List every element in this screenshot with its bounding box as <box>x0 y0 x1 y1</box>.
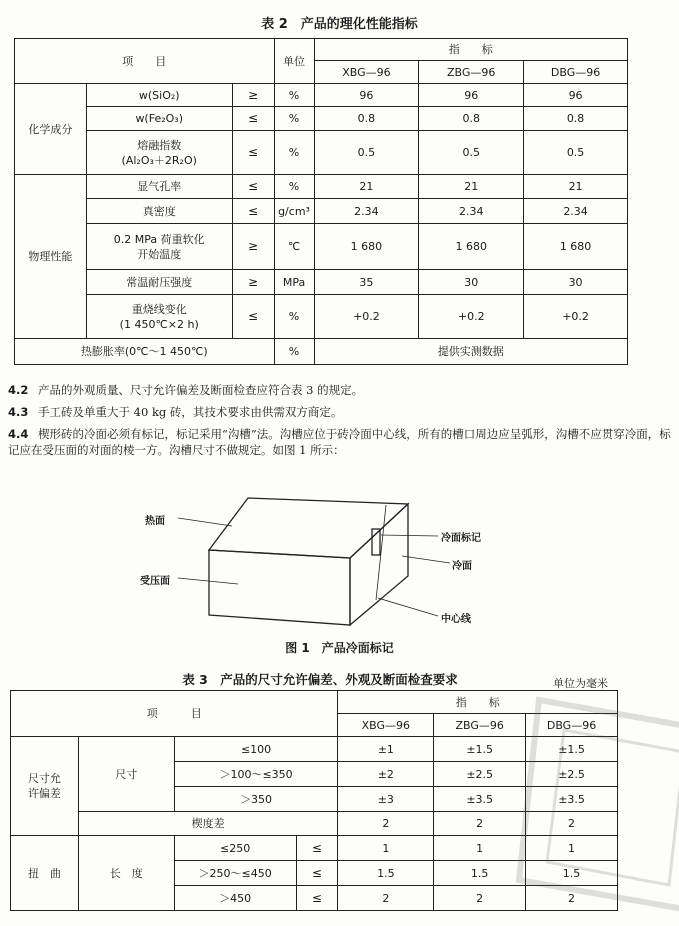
t2-cell: 21 <box>314 175 419 199</box>
table2 <box>14 38 628 365</box>
t2-row-sym: ≤ <box>232 199 274 224</box>
t2-row-unit: % <box>274 295 314 339</box>
t2-cell: 30 <box>524 270 628 295</box>
t2-expansion-value: 提供实测数据 <box>314 339 627 365</box>
table-row <box>15 175 628 199</box>
t3-sub-size: 尺寸 <box>78 737 174 812</box>
t2-cell: 35 <box>314 270 419 295</box>
groove-mark <box>372 529 380 555</box>
t3-cell: 2 <box>434 812 526 836</box>
brick-front-face <box>209 550 350 625</box>
paragraph-text: 产品的外观质量、尺寸允许偏差及断面检查应符合表 3 的规定。 <box>38 383 364 397</box>
t3-range: ＞100～≤350 <box>174 762 338 787</box>
t2-head-unit: 单位 <box>274 39 314 84</box>
paragraph-text: 楔形砖的冷面必须有标记，标记采用“沟槽”法。沟槽应位于砖冷面中心线，所有的槽口周边应呈弧形，沟槽不应贯穿冷面，标记应在受压面的对面的棱一方。沟槽尺寸不做规定。如图 1 所示： <box>8 427 671 457</box>
t2-row-sym: ≥ <box>232 84 274 107</box>
t3-col-zbg: ZBG—96 <box>434 714 526 737</box>
table-row <box>15 224 628 270</box>
t2-row-name: 真密度 <box>86 199 232 224</box>
t3-head-index: 指 标 <box>338 691 618 714</box>
t2-group-chem: 化学成分 <box>15 84 87 175</box>
t2-row-name-line2: 开始温度 <box>137 247 182 261</box>
t2-expansion-unit: % <box>274 339 314 365</box>
t2-row-name-line1: 熔融指数 <box>137 138 182 152</box>
t2-row-sym: ≤ <box>232 131 274 175</box>
t2-cell: 21 <box>524 175 628 199</box>
label-center-line: 中心线 <box>441 614 471 625</box>
t2-row-sym: ≤ <box>232 107 274 131</box>
t3-group-twist: 扭 曲 <box>11 836 79 911</box>
paragraph-number: 4.2 <box>8 383 29 397</box>
t3-cell: 1 <box>338 836 434 861</box>
t2-row-unit: % <box>274 175 314 199</box>
t2-row-name-line2: (1 450℃×2 h) <box>119 317 199 331</box>
t2-col-dbg: DBG—96 <box>524 61 628 84</box>
t3-cell: 1.5 <box>338 861 434 886</box>
brick-top-face <box>209 498 408 558</box>
table-row <box>15 199 628 224</box>
t3-range: ≤250 <box>174 836 296 861</box>
t2-row-unit: MPa <box>274 270 314 295</box>
t2-row-name: 常温耐压强度 <box>86 270 232 295</box>
t3-cell: ±3.5 <box>434 787 526 812</box>
paragraph-4-3 <box>8 404 672 420</box>
t3-cell: ±1 <box>338 737 434 762</box>
paragraph-4-4 <box>8 426 672 458</box>
t2-col-zbg: ZBG—96 <box>419 61 524 84</box>
t2-row-unit: % <box>274 107 314 131</box>
t3-sym: ≤ <box>296 836 338 861</box>
table-row <box>15 107 628 131</box>
t3-cell: ±1.5 <box>434 737 526 762</box>
t2-row-name <box>86 224 232 270</box>
label-pressed-face: 受压面 <box>140 576 170 587</box>
t2-cell: +0.2 <box>419 295 524 339</box>
table-row <box>15 84 628 107</box>
t3-sym: ≤ <box>296 886 338 911</box>
t3-cell: ±3.5 <box>526 787 618 812</box>
t2-cell: +0.2 <box>314 295 419 339</box>
brick-figure <box>0 480 679 640</box>
t2-row-name-line1: 0.2 MPa 荷重软化 <box>113 232 205 246</box>
t3-cell: 1 <box>434 836 526 861</box>
t2-cell: 96 <box>524 84 628 107</box>
t3-cell: ±3 <box>338 787 434 812</box>
paragraph-number: 4.3 <box>8 405 29 419</box>
table2-title: 表 2 产品的理化性能指标 <box>261 17 418 32</box>
t3-cell: 2 <box>526 886 618 911</box>
t3-col-xbg: XBG—96 <box>338 714 434 737</box>
t3-range: ≤100 <box>174 737 338 762</box>
figure-caption: 图 1 产品冷面标记 <box>285 641 394 655</box>
brick-right-face <box>350 504 408 625</box>
t2-row-name <box>86 295 232 339</box>
t2-row-sym: ≥ <box>232 270 274 295</box>
t3-cell: ±2.5 <box>526 762 618 787</box>
t3-group-size-line2: 许偏差 <box>27 787 61 800</box>
t2-row-name-line2: (Al₂O₃＋2R₂O) <box>121 153 197 167</box>
t2-row-sym: ≤ <box>232 175 274 199</box>
t3-cell: 1.5 <box>526 861 618 886</box>
t3-cell: ±2 <box>338 762 434 787</box>
t3-group-size <box>11 737 79 836</box>
t2-row-sym: ≥ <box>232 224 274 270</box>
t2-group-phys: 物理性能 <box>15 175 87 339</box>
t3-cell: 1.5 <box>434 861 526 886</box>
t3-cell: ±1.5 <box>526 737 618 762</box>
t3-cell: 2 <box>526 812 618 836</box>
t2-cell: 1 680 <box>419 224 524 270</box>
t3-head-item: 项 目 <box>11 691 338 737</box>
t2-col-xbg: XBG—96 <box>314 61 419 84</box>
center-line <box>376 505 386 600</box>
t2-row-name-line1: 重烧线变化 <box>131 302 187 316</box>
t2-cell: 0.8 <box>524 107 628 131</box>
t2-row-name <box>86 131 232 175</box>
t2-row-name: w(SiO₂) <box>86 84 232 107</box>
t2-cell: 1 680 <box>314 224 419 270</box>
t2-cell: 0.8 <box>314 107 419 131</box>
t3-col-dbg: DBG—96 <box>526 714 618 737</box>
t3-sym: ≤ <box>296 861 338 886</box>
t3-cell: 2 <box>338 812 434 836</box>
paragraph-4-2 <box>8 382 672 398</box>
t2-cell: 2.34 <box>419 199 524 224</box>
t3-cell: 1 <box>526 836 618 861</box>
label-hot-face: 热面 <box>145 516 165 527</box>
t2-cell: 21 <box>419 175 524 199</box>
t3-cell: ±2.5 <box>434 762 526 787</box>
watermark-stamp-icon <box>509 690 679 920</box>
t3-group-size-line1: 尺寸允 <box>27 772 61 785</box>
table-row <box>15 131 628 175</box>
t2-row-unit: % <box>274 131 314 175</box>
t3-taper: 楔度差 <box>78 812 338 836</box>
t2-cell: 2.34 <box>314 199 419 224</box>
table3-unit-note: 单位为毫米 <box>553 677 608 690</box>
t3-range: ＞250～≤450 <box>174 861 296 886</box>
t2-row-unit: % <box>274 84 314 107</box>
t3-range: ＞450 <box>174 886 296 911</box>
label-cold-mark: 冷面标记 <box>441 533 481 544</box>
t2-cell: +0.2 <box>524 295 628 339</box>
t2-cell: 0.5 <box>314 131 419 175</box>
t2-cell: 0.8 <box>419 107 524 131</box>
t2-cell: 1 680 <box>524 224 628 270</box>
table3-title: 表 3 产品的尺寸允许偏差、外观及断面检查要求 <box>182 672 458 687</box>
t2-cell: 0.5 <box>419 131 524 175</box>
t2-cell: 96 <box>419 84 524 107</box>
t2-row-unit: g/cm³ <box>274 199 314 224</box>
t2-cell: 2.34 <box>524 199 628 224</box>
table-row <box>15 339 628 365</box>
table-row <box>15 270 628 295</box>
t2-cell: 96 <box>314 84 419 107</box>
t2-head-item: 项 目 <box>15 39 275 84</box>
label-cold-face: 冷面 <box>452 561 472 572</box>
t3-cell: 2 <box>434 886 526 911</box>
paragraph-text: 手工砖及单重大于 40 kg 砖，其技术要求由供需双方商定。 <box>38 405 343 419</box>
t2-row-sym: ≤ <box>232 295 274 339</box>
t2-row-name: 显气孔率 <box>86 175 232 199</box>
table-row <box>15 295 628 339</box>
t3-cell: 2 <box>338 886 434 911</box>
t2-head-index: 指 标 <box>314 39 627 61</box>
t2-row-unit: ℃ <box>274 224 314 270</box>
t3-sub-length: 长 度 <box>78 836 174 911</box>
t3-range: ＞350 <box>174 787 338 812</box>
t2-expansion-name: 热膨胀率(0℃～1 450℃) <box>15 339 275 365</box>
t2-row-name: w(Fe₂O₃) <box>86 107 232 131</box>
t2-cell: 30 <box>419 270 524 295</box>
paragraph-number: 4.4 <box>8 427 29 441</box>
t2-cell: 0.5 <box>524 131 628 175</box>
